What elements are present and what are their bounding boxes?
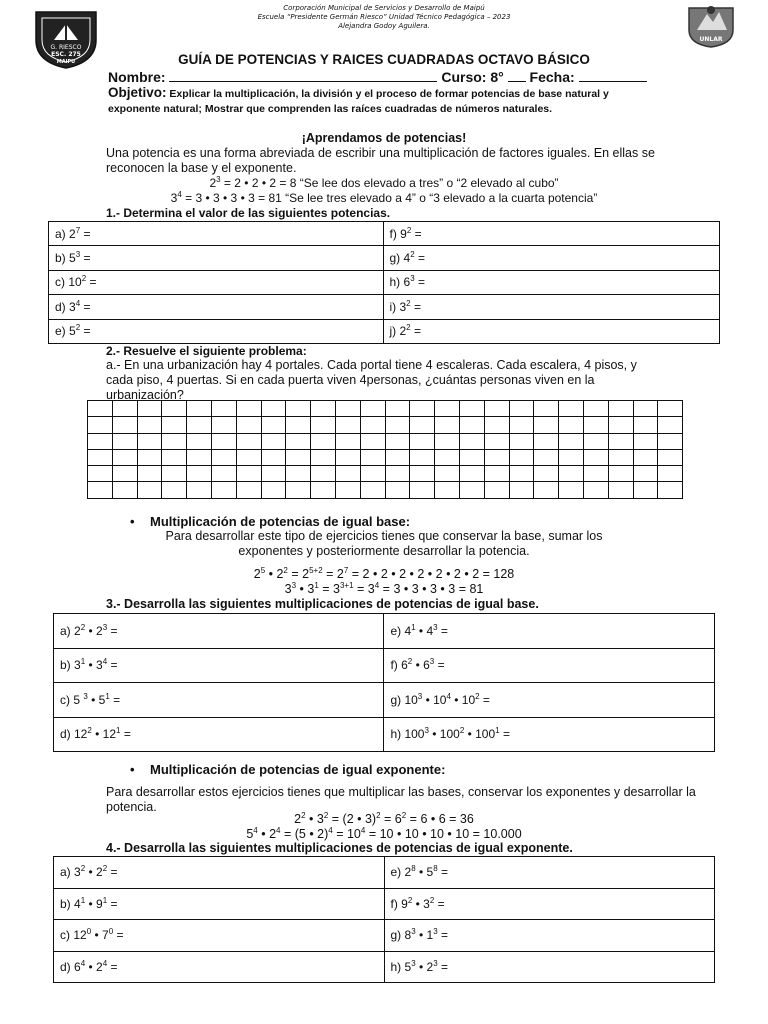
grid-cell[interactable] [509, 466, 534, 482]
name-label: Nombre: [108, 69, 166, 85]
grid-cell[interactable] [137, 401, 162, 417]
table-row [54, 614, 715, 649]
objective-text: Explicar la multiplicación, la división y el proceso de formar potencias de base natural y exponente natural; Mostrar que comprenden las raíces cuadradas de números naturales. [108, 88, 609, 115]
grid-cell[interactable] [211, 466, 236, 482]
grid-cell[interactable] [658, 482, 683, 498]
grid-cell[interactable] [583, 482, 608, 498]
table-row [54, 857, 715, 889]
same-exp-example-2: $5^4$ • $2^4 = (5$ • $2)^4 = 10^4 = 10$ • 10 • 10 • 10 = 10.000 [246, 826, 522, 841]
exercise-cell[interactable]: g) $8^3$ • $1^3$ = [384, 920, 715, 952]
grid-cell[interactable] [534, 482, 559, 498]
grid-cell[interactable] [509, 401, 534, 417]
grid-cell[interactable] [583, 433, 608, 449]
intro-text: Una potencia es una forma abreviada de escribir una multiplicación de factores iguales. En ellas se reconocen la base y el exponente. [106, 146, 655, 175]
exercise-cell[interactable]: e) $5^2$ = [49, 319, 384, 343]
bullet-same-base: • Multiplicación de potencias de igual base: [130, 514, 411, 529]
grid-cell[interactable] [360, 401, 385, 417]
grid-cell[interactable] [335, 401, 360, 417]
grid-cell[interactable] [559, 449, 584, 465]
grid-cell[interactable] [534, 417, 559, 433]
grid-cell[interactable] [335, 449, 360, 465]
exercise-cell[interactable]: a) $2^7$ = [49, 222, 384, 246]
table-row [49, 222, 720, 246]
grid-cell[interactable] [187, 466, 212, 482]
grid-cell[interactable] [286, 401, 311, 417]
exercise-cell[interactable]: e) $4^1$ • $4^3$ = [384, 614, 715, 649]
grid-cell[interactable] [385, 466, 410, 482]
same-base-example-1: $2^5$ • $2^2 = 2^{5+2} = 2^7 = 2$ • 2 • 2 • 2 • 2 • 2 • 2 = 128 [253, 566, 515, 581]
grid-cell[interactable] [608, 401, 633, 417]
grid-cell[interactable] [410, 417, 435, 433]
same-base-example-2: $3^3$ • $3^1 = 3^{3+1} = 3^4 = 3$ • 3 • 3 • 3 = 81 [284, 581, 484, 596]
grid-cell[interactable] [583, 449, 608, 465]
table-row [49, 319, 720, 343]
grid-cell[interactable] [261, 433, 286, 449]
intro-example-2: $3^4 = 3$ • 3 • 3 • 3 = 81 “Se lee tres elevado a 4” o “3 elevado a la cuarta potencia” [170, 190, 598, 205]
table-row [54, 920, 715, 952]
grid-cell[interactable] [286, 449, 311, 465]
course-label: Curso: 8° [441, 69, 504, 85]
grid-cell[interactable] [410, 401, 435, 417]
grid-cell[interactable] [608, 466, 633, 482]
grid-cell[interactable] [335, 433, 360, 449]
grid-cell[interactable] [286, 466, 311, 482]
grid-cell[interactable] [410, 433, 435, 449]
grid-row [88, 433, 683, 449]
grid-cell[interactable] [162, 401, 187, 417]
grid-cell[interactable] [608, 482, 633, 498]
grid-cell[interactable] [559, 401, 584, 417]
bullet-same-exponent: • Multiplicación de potencias de igual exponente: [130, 762, 446, 777]
grid-cell[interactable] [509, 417, 534, 433]
grid-cell[interactable] [187, 401, 212, 417]
grid-cell[interactable] [162, 482, 187, 498]
grid-cell[interactable] [335, 417, 360, 433]
grid-cell[interactable] [385, 417, 410, 433]
grid-cell[interactable] [112, 449, 137, 465]
grid-cell[interactable] [236, 433, 261, 449]
section-1-heading: 1.- Determina el valor de las siguientes potencias. [106, 206, 391, 220]
exercise-cell[interactable]: a) $2^2$ • $2^3$ = [54, 614, 384, 649]
grid-cell[interactable] [509, 449, 534, 465]
grid-cell[interactable] [211, 449, 236, 465]
grid-cell[interactable] [187, 417, 212, 433]
same-exp-text: Para desarrollar estos ejercicios tienes que multiplicar las bases, conservar los exponentes y desarrollar la potencia. [106, 785, 696, 814]
grid-cell[interactable] [633, 401, 658, 417]
grid-cell[interactable] [633, 466, 658, 482]
intro-heading: ¡Aprendamos de potencias! [301, 131, 467, 145]
grid-cell[interactable] [162, 466, 187, 482]
intro-example-1: $2^3 = 2$ • 2 • 2 = 8 “Se lee dos elevado a tres” o “2 elevado al cubo” [209, 175, 559, 190]
grid-cell[interactable] [658, 417, 683, 433]
grid-cell[interactable] [484, 433, 509, 449]
grid-cell[interactable] [459, 482, 484, 498]
grid-cell[interactable] [484, 482, 509, 498]
grid-cell[interactable] [435, 449, 460, 465]
grid-cell[interactable] [534, 433, 559, 449]
page-title: GUÍA DE POTENCIAS Y RAICES CUADRADAS OCTAVO BÁSICO [178, 52, 590, 67]
grid-cell[interactable] [236, 466, 261, 482]
bullet-icon: • [130, 514, 135, 529]
grid-cell[interactable] [608, 417, 633, 433]
grid-cell[interactable] [484, 401, 509, 417]
grid-cell[interactable] [559, 433, 584, 449]
grid-cell[interactable] [583, 401, 608, 417]
name-field[interactable] [169, 70, 437, 82]
grid-cell[interactable] [261, 466, 286, 482]
grid-cell[interactable] [509, 482, 534, 498]
grid-cell[interactable] [112, 466, 137, 482]
grid-row [88, 401, 683, 417]
table-row [49, 270, 720, 294]
exercise-cell[interactable]: g) $4^2$ = [383, 246, 720, 270]
same-exp-example-1: $2^2$ • $3^2 = (2$ • $3)^2 = 6^2 = 6$ • 6 = 36 [294, 811, 474, 826]
grid-cell[interactable] [311, 433, 336, 449]
grid-cell[interactable] [459, 466, 484, 482]
grid-cell[interactable] [360, 449, 385, 465]
section-3-table [53, 613, 715, 752]
grid-cell[interactable] [88, 433, 113, 449]
grid-cell[interactable] [484, 449, 509, 465]
grid-cell[interactable] [435, 482, 460, 498]
grid-cell[interactable] [385, 401, 410, 417]
table-row [54, 717, 715, 752]
objective [108, 85, 664, 117]
grid-cell[interactable] [410, 449, 435, 465]
grid-cell[interactable] [261, 401, 286, 417]
logo-text-1: G. RIESCO [50, 44, 82, 51]
grid-cell[interactable] [633, 433, 658, 449]
grid-cell[interactable] [658, 401, 683, 417]
grid-row [88, 466, 683, 482]
grid-cell[interactable] [534, 401, 559, 417]
grid-cell[interactable] [335, 466, 360, 482]
exercise-cell[interactable]: c) 5 $^3$ • $5^1$ = [54, 683, 384, 718]
grid-cell[interactable] [435, 401, 460, 417]
grid-cell[interactable] [534, 449, 559, 465]
grid-cell[interactable] [187, 449, 212, 465]
grid-cell[interactable] [88, 401, 113, 417]
exercise-cell[interactable]: d) $6^4$ • $2^4$ = [54, 951, 385, 983]
grid-cell[interactable] [484, 417, 509, 433]
grid-cell[interactable] [633, 482, 658, 498]
bullet-icon: • [130, 762, 135, 777]
exercise-cell[interactable]: b) $3^1$ • $3^4$ = [54, 648, 384, 683]
grid-cell[interactable] [112, 417, 137, 433]
grid-cell[interactable] [583, 466, 608, 482]
grid-cell[interactable] [236, 401, 261, 417]
grid-cell[interactable] [187, 482, 212, 498]
grid-cell[interactable] [88, 417, 113, 433]
exercise-cell[interactable]: f) $9^2$ = [383, 222, 720, 246]
grid-cell[interactable] [435, 466, 460, 482]
grid-cell[interactable] [459, 433, 484, 449]
section-1-table [48, 221, 720, 344]
date-field[interactable] [579, 70, 647, 82]
logo-text-2: ESC. 275 [51, 51, 81, 58]
grid-cell[interactable] [211, 433, 236, 449]
grid-cell[interactable] [410, 482, 435, 498]
exercise-cell[interactable]: b) $4^1$ • $9^1$ = [54, 888, 385, 920]
exercise-cell[interactable]: c) $12^0$ • $7^0$ = [54, 920, 385, 952]
grid-cell[interactable] [187, 433, 212, 449]
grid-cell[interactable] [162, 433, 187, 449]
grid-cell[interactable] [162, 449, 187, 465]
same-base-text: Para desarrollar este tipo de ejercicios tienes que conservar la base, sumar los exponentes y posteriormente desarrollar la potencia. [165, 529, 603, 558]
grid-cell[interactable] [608, 449, 633, 465]
grid-cell[interactable] [633, 449, 658, 465]
grid-cell[interactable] [311, 482, 336, 498]
grid-cell[interactable] [261, 482, 286, 498]
grid-cell[interactable] [137, 466, 162, 482]
exercise-cell[interactable]: f) $6^2$ • $6^3$ = [384, 648, 715, 683]
grid-cell[interactable] [137, 417, 162, 433]
grid-cell[interactable] [236, 482, 261, 498]
grid-cell[interactable] [385, 449, 410, 465]
grid-cell[interactable] [286, 433, 311, 449]
grid-cell[interactable] [658, 466, 683, 482]
exercise-cell[interactable]: h) $5^3$ • $2^3$ = [384, 951, 715, 983]
grid-cell[interactable] [88, 449, 113, 465]
exercise-cell[interactable]: b) $5^3$ = [49, 246, 384, 270]
grid-cell[interactable] [459, 401, 484, 417]
grid-cell[interactable] [162, 417, 187, 433]
grid-cell[interactable] [559, 466, 584, 482]
grid-row [88, 482, 683, 498]
grid-cell[interactable] [112, 401, 137, 417]
grid-cell[interactable] [633, 417, 658, 433]
grid-cell[interactable] [211, 417, 236, 433]
grid-cell[interactable] [112, 482, 137, 498]
student-fields [108, 69, 647, 85]
grid-cell[interactable] [410, 466, 435, 482]
grid-cell[interactable] [459, 417, 484, 433]
grid-cell[interactable] [261, 449, 286, 465]
grid-cell[interactable] [435, 417, 460, 433]
grid-cell[interactable] [112, 433, 137, 449]
grid-cell[interactable] [311, 401, 336, 417]
grid-cell[interactable] [286, 482, 311, 498]
section-2-text: a.- En una urbanización hay 4 portales. Cada portal tiene 4 escaleras. Cada escalera, 4 pisos, y cada piso, 4 puertas. Si en cada puerta viven 4personas, ¿cuántas personas viven en la urbanización? [106, 358, 637, 402]
grid-cell[interactable] [311, 466, 336, 482]
grid-cell[interactable] [509, 433, 534, 449]
header-line-2: Escuela “Presidente Germán Riesco” Unidad Técnico Pedagógica – 2023 [257, 13, 511, 21]
objective-label: Objetivo: [108, 85, 167, 100]
grid-cell[interactable] [236, 417, 261, 433]
grid-cell[interactable] [658, 449, 683, 465]
exercise-cell[interactable]: i) $3^2$ = [383, 295, 720, 319]
grid-cell[interactable] [211, 482, 236, 498]
grid-cell[interactable] [88, 482, 113, 498]
exercise-cell[interactable]: d) $3^4$ = [49, 295, 384, 319]
exercise-cell[interactable]: f) $9^2$ • $3^2$ = [384, 888, 715, 920]
grid-cell[interactable] [658, 433, 683, 449]
grid-cell[interactable] [385, 433, 410, 449]
grid-cell[interactable] [286, 417, 311, 433]
grid-cell[interactable] [261, 417, 286, 433]
table-row [49, 246, 720, 270]
table-row [49, 295, 720, 319]
exercise-cell[interactable]: h) $6^3$ = [383, 270, 720, 294]
table-row [54, 951, 715, 983]
grid-cell[interactable] [335, 482, 360, 498]
exercise-cell[interactable]: j) $2^2$ = [383, 319, 720, 343]
grid-cell[interactable] [236, 449, 261, 465]
exercise-cell[interactable]: d) $12^2$ • $12^1$ = [54, 717, 384, 752]
table-row [54, 683, 715, 718]
exercise-cell[interactable]: g) $10^3$ • $10^4$ • $10^2$ = [384, 683, 715, 718]
grid-cell[interactable] [211, 401, 236, 417]
grid-row [88, 417, 683, 433]
grid-cell[interactable] [360, 466, 385, 482]
header-line-3: Alejandra Godoy Aguilera. [338, 22, 430, 30]
exercise-cell[interactable]: a) $3^2$ • $2^2$ = [54, 857, 385, 889]
grid-cell[interactable] [360, 482, 385, 498]
grid-row [88, 449, 683, 465]
answer-grid[interactable] [87, 400, 683, 499]
exercise-cell[interactable]: h) $100^3$ • $100^2$ • $100^1$ = [384, 717, 715, 752]
section-3-heading: 3.- Desarrolla las siguientes multiplicaciones de potencias de igual base. [106, 597, 539, 611]
grid-cell[interactable] [534, 466, 559, 482]
grid-cell[interactable] [583, 417, 608, 433]
grid-cell[interactable] [137, 433, 162, 449]
section-4-table [53, 856, 715, 983]
table-row [54, 888, 715, 920]
exercise-cell[interactable]: e) $2^8$ • $5^8$ = [384, 857, 715, 889]
grid-cell[interactable] [484, 466, 509, 482]
grid-cell[interactable] [311, 449, 336, 465]
crest-text: UNLAR [699, 36, 723, 43]
date-label: Fecha: [529, 69, 575, 85]
grid-cell[interactable] [435, 433, 460, 449]
table-row [54, 648, 715, 683]
logo-text-3: MAIPU [56, 59, 76, 65]
grid-cell[interactable] [311, 417, 336, 433]
grid-cell[interactable] [559, 417, 584, 433]
grid-cell[interactable] [137, 449, 162, 465]
grid-cell[interactable] [137, 482, 162, 498]
exercise-cell[interactable]: c) $10^2$ = [49, 270, 384, 294]
section-4-heading: 4.- Desarrolla las siguientes multiplicaciones de potencias de igual exponente. [106, 841, 573, 855]
grid-cell[interactable] [385, 482, 410, 498]
grid-cell[interactable] [360, 433, 385, 449]
grid-cell[interactable] [459, 449, 484, 465]
grid-cell[interactable] [608, 433, 633, 449]
grid-cell[interactable] [559, 482, 584, 498]
grid-cell[interactable] [88, 466, 113, 482]
header-line-1: Corporación Municipal de Servicios y Desarrollo de Maipú [283, 4, 485, 12]
grid-cell[interactable] [360, 417, 385, 433]
course-field[interactable] [508, 70, 526, 82]
section-2-heading: 2.- Resuelve el siguiente problema: [106, 344, 307, 358]
